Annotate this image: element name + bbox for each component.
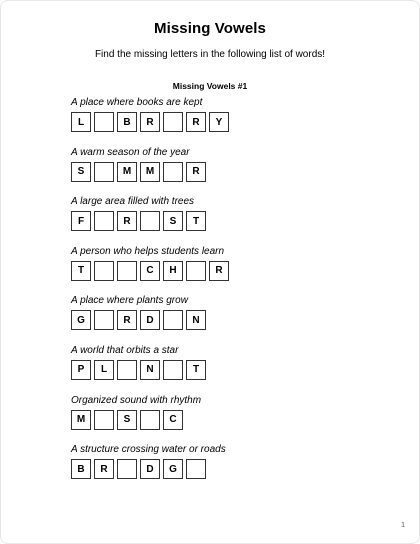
letter-box: T — [186, 211, 206, 231]
letter-box: G — [71, 310, 91, 330]
puzzle-clue: A warm season of the year — [71, 146, 190, 158]
letter-box: F — [71, 211, 91, 231]
letter-box: T — [186, 360, 206, 380]
blank-letter-box[interactable] — [163, 310, 183, 330]
letter-box: R — [117, 310, 137, 330]
letter-box: M — [71, 410, 91, 430]
letter-box: G — [163, 459, 183, 479]
puzzle-item — [71, 295, 371, 345]
blank-letter-box[interactable] — [163, 360, 183, 380]
letter-boxes — [71, 410, 371, 430]
puzzle-clue: A large area filled with trees — [71, 196, 195, 208]
letter-box: R — [186, 112, 206, 132]
letter-box: C — [163, 410, 183, 430]
blank-letter-box[interactable] — [94, 310, 114, 330]
letter-boxes — [71, 211, 371, 231]
letter-box: T — [71, 261, 91, 281]
blank-letter-box[interactable] — [94, 211, 114, 231]
blank-letter-box[interactable] — [94, 112, 114, 132]
puzzle-item — [71, 246, 371, 296]
puzzle-item — [71, 196, 371, 246]
letter-box: H — [163, 261, 183, 281]
blank-letter-box[interactable] — [163, 162, 183, 182]
puzzle-clue: A person who helps students learn — [71, 245, 225, 257]
puzzle-item — [71, 97, 371, 147]
puzzle-item — [71, 395, 371, 445]
blank-letter-box[interactable] — [94, 261, 114, 281]
blank-letter-box[interactable] — [186, 261, 206, 281]
blank-letter-box[interactable] — [94, 162, 114, 182]
letter-boxes — [71, 162, 371, 182]
letter-box: C — [140, 261, 160, 281]
blank-letter-box[interactable] — [140, 211, 160, 231]
letter-boxes — [71, 112, 371, 132]
puzzle-clue: A place where books are kept — [71, 97, 203, 108]
page-number: 1 — [401, 522, 405, 529]
blank-letter-box[interactable] — [163, 112, 183, 132]
letter-box: B — [71, 459, 91, 479]
instructions: Find the missing letters in the following list of words! — [94, 49, 326, 60]
letter-box: Y — [209, 112, 229, 132]
puzzle-clue: A place where plants grow — [71, 295, 188, 307]
blank-letter-box[interactable] — [94, 410, 114, 430]
page-title: Missing Vowels — [154, 20, 266, 37]
letter-box: R — [140, 112, 160, 132]
letter-box: S — [163, 211, 183, 231]
section-title: Missing Vowels #1 — [172, 81, 248, 91]
letter-box: L — [71, 112, 91, 132]
puzzle-clue: A structure crossing water or roads — [71, 444, 226, 456]
puzzle-list — [71, 97, 371, 494]
letter-box: S — [71, 162, 91, 182]
blank-letter-box[interactable] — [117, 261, 137, 281]
letter-boxes — [71, 459, 371, 479]
letter-boxes — [71, 261, 371, 281]
letter-box: M — [140, 162, 160, 182]
blank-letter-box[interactable] — [117, 459, 137, 479]
letter-box: D — [140, 310, 160, 330]
letter-box: M — [117, 162, 137, 182]
letter-boxes — [71, 360, 371, 380]
letter-box: D — [140, 459, 160, 479]
puzzle-item — [71, 444, 371, 494]
letter-box: N — [140, 360, 160, 380]
letter-box: R — [94, 459, 114, 479]
letter-box: R — [117, 211, 137, 231]
letter-box: S — [117, 410, 137, 430]
letter-box: R — [209, 261, 229, 281]
letter-box: R — [186, 162, 206, 182]
puzzle-clue: A world that orbits a star — [71, 344, 179, 356]
letter-box: L — [94, 360, 114, 380]
letter-boxes — [71, 310, 371, 330]
blank-letter-box[interactable] — [186, 459, 206, 479]
letter-box: P — [71, 360, 91, 380]
letter-box: N — [186, 310, 206, 330]
blank-letter-box[interactable] — [140, 410, 160, 430]
puzzle-item — [71, 345, 371, 395]
puzzle-clue: Organized sound with rhythm — [71, 394, 202, 406]
puzzle-item — [71, 147, 371, 197]
blank-letter-box[interactable] — [117, 360, 137, 380]
letter-box: B — [117, 112, 137, 132]
